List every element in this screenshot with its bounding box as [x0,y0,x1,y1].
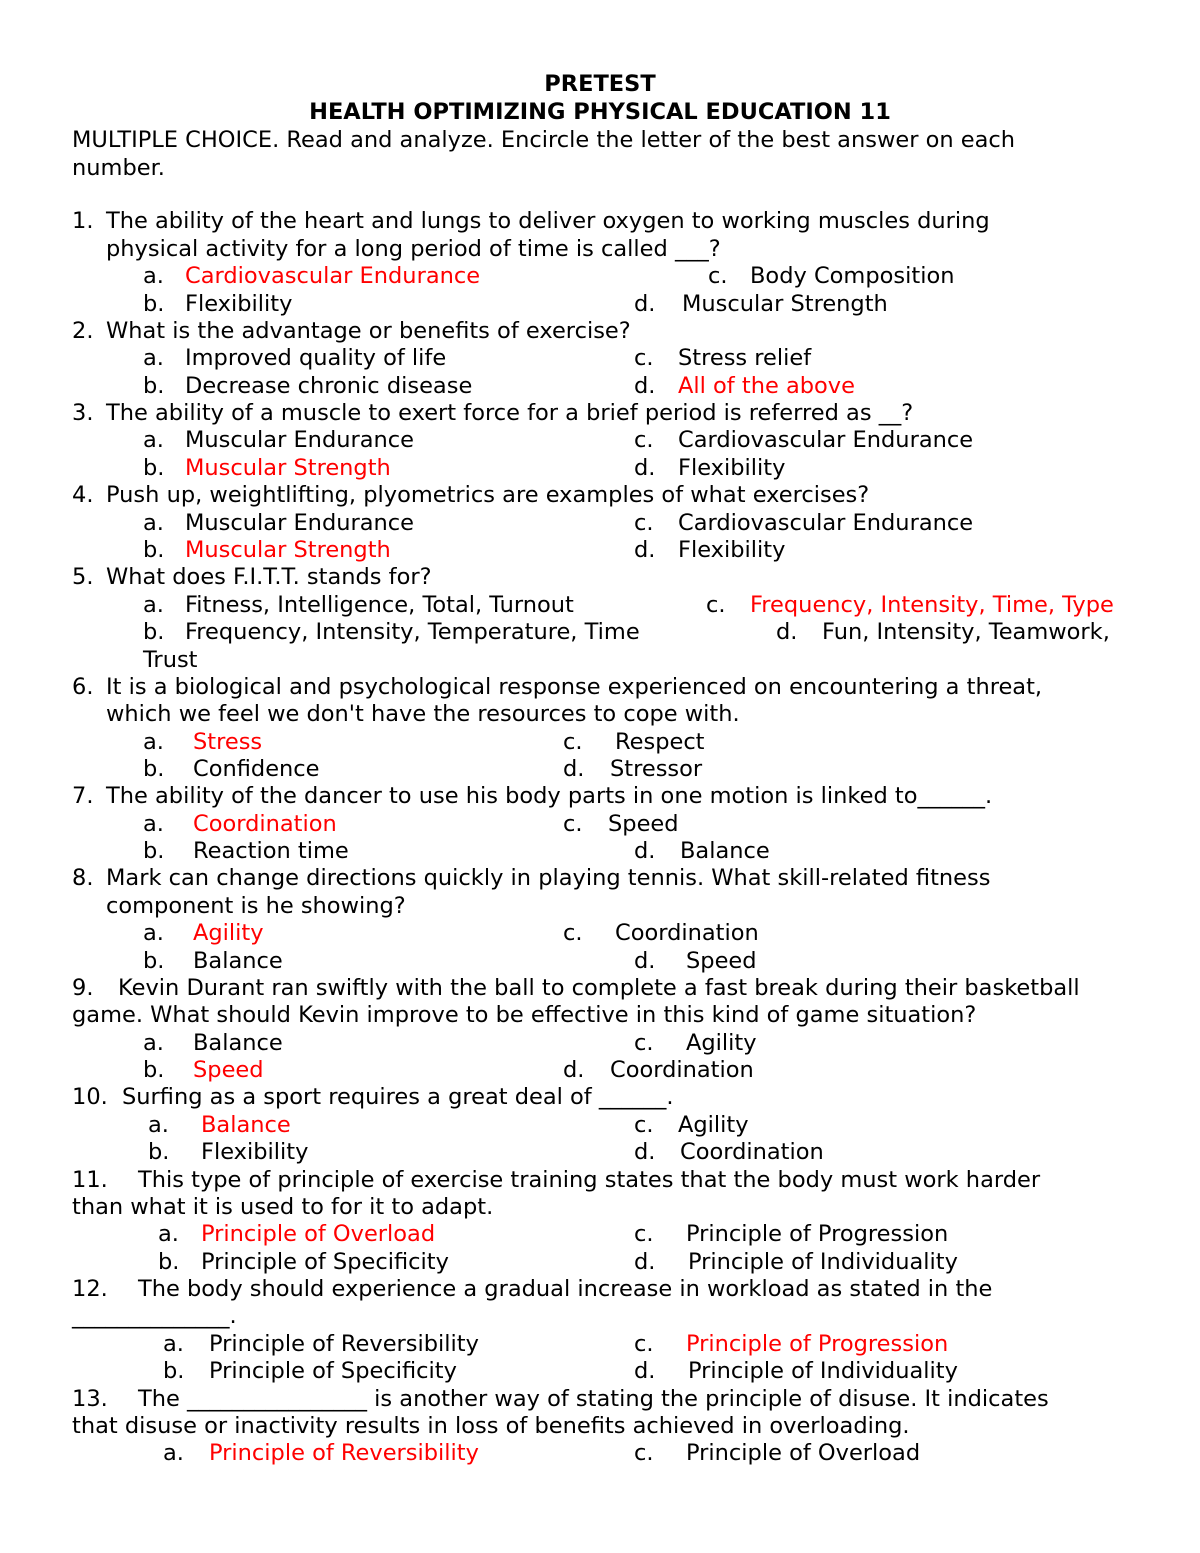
option-text: Principle of Reversibility [209,1331,479,1357]
option-letter: a. [148,1112,169,1138]
option-letter: a. [143,345,164,371]
option-letter: c. [634,1221,654,1247]
option-text: Principle of Individuality [688,1249,958,1275]
option-text: Balance [193,1030,283,1056]
option-letter: c. [706,592,726,618]
question-text: game. What should Kevin improve to be effective in this kind of game situation? [72,1002,977,1028]
option-text: Agility [686,1030,757,1056]
question-text: This type of principle of exercise training states that the body must work harder [138,1167,1041,1193]
option-letter: b. [158,1249,180,1275]
option-text: Fitness, Intelligence, Total, Turnout [185,592,574,618]
question-text: The ability of the heart and lungs to deliver oxygen to working muscles during [106,208,990,234]
option-text: Balance [680,838,770,864]
option-text: Respect [615,729,705,755]
question-text: physical activity for a long period of time is called ___? [106,236,721,262]
option-letter: c. [563,729,583,755]
question-text: What does F.I.T.T. stands for? [106,564,432,590]
option-text: Flexibility [678,537,786,563]
correct-answer-text: Cardiovascular Endurance [185,263,481,289]
option-letter: d. [634,455,656,481]
option-letter: a. [163,1440,184,1466]
option-text: Cardiovascular Endurance [678,427,974,453]
option-letter: b. [143,537,165,563]
option-letter: b. [143,756,165,782]
option-text: Coordination [680,1139,824,1165]
option-text: Flexibility [201,1139,309,1165]
option-letter: d. [634,373,656,399]
option-text: Coordination [610,1057,754,1083]
option-text: Muscular Endurance [185,510,414,536]
option-text: Reaction time [193,838,349,864]
correct-answer-text: Principle of Reversibility [209,1440,479,1466]
question-number: 8. [72,865,94,891]
option-text: Frequency, Intensity, Temperature, Time [185,619,640,645]
option-letter: c. [634,427,654,453]
option-letter: d. [634,948,656,974]
option-letter: c. [708,263,728,289]
question-text: Kevin Durant ran swiftly with the ball to complete a fast break during their basketball [118,975,1080,1001]
question-number: 4. [72,482,94,508]
option-text: Principle of Progression [686,1221,949,1247]
option-letter: d. [634,1249,656,1275]
question-text: Surfing as a sport requires a great deal of ______. [122,1084,674,1110]
option-text: Flexibility [678,455,786,481]
option-letter: d. [563,1057,585,1083]
option-letter: d. [634,291,656,317]
question-number: 11. [72,1167,108,1193]
option-text: Principle of Specificity [201,1249,449,1275]
option-letter: b. [163,1358,185,1384]
option-letter: a. [143,263,164,289]
option-letter: a. [143,920,164,946]
question-text: What is the advantage or benefits of exercise? [106,318,631,344]
question-number: 7. [72,783,94,809]
question-text: The body should experience a gradual increase in workload as stated in the [138,1276,993,1302]
question-number: 13. [72,1386,108,1412]
question-text: The ability of a muscle to exert force for a brief period is referred as __? [106,400,914,426]
option-letter: d. [634,838,656,864]
question-text: that disuse or inactivity results in loss of benefits achieved in overloading. [72,1413,910,1439]
option-text: Agility [678,1112,749,1138]
question-number: 10. [72,1084,108,1110]
correct-answer-text: All of the above [678,373,855,399]
option-letter: d. [634,1358,656,1384]
option-letter: d. [776,619,798,645]
question-text: The ability of the dancer to use his body parts in one motion is linked to______. [106,783,993,809]
option-text: Decrease chronic disease [185,373,473,399]
page-title: PRETEST [544,71,656,97]
option-text: Stressor [610,756,703,782]
option-letter: b. [143,291,165,317]
option-text: Coordination [615,920,759,946]
question-text: than what it is used to for it to adapt. [72,1194,494,1220]
question-number: 1. [72,208,94,234]
question-number: 12. [72,1276,108,1302]
option-letter: c. [563,920,583,946]
option-text-continued: Trust [143,647,198,673]
option-letter: c. [634,345,654,371]
correct-answer-text: Muscular Strength [185,455,391,481]
option-letter: a. [143,811,164,837]
instructions-line-1: MULTIPLE CHOICE. Read and analyze. Encircle the letter of the best answer on each [72,127,1016,153]
option-text: Cardiovascular Endurance [678,510,974,536]
option-text: Muscular Endurance [185,427,414,453]
option-letter: b. [143,619,165,645]
option-letter: a. [143,1030,164,1056]
option-text: Confidence [193,756,320,782]
option-letter: b. [148,1139,170,1165]
question-text: which we feel we don't have the resources to cope with. [106,701,740,727]
question-text: component is he showing? [106,893,406,919]
instructions-line-2: number. [72,155,165,181]
option-letter: a. [163,1331,184,1357]
option-letter: a. [143,729,164,755]
correct-answer-text: Principle of Progression [686,1331,949,1357]
option-letter: b. [143,1057,165,1083]
option-text: Improved quality of life [185,345,447,371]
option-text: Flexibility [185,291,293,317]
option-text: Principle of Specificity [209,1358,457,1384]
option-text: Speed [608,811,679,837]
option-letter: d. [563,756,585,782]
option-letter: c. [634,510,654,536]
correct-answer-text: Muscular Strength [185,537,391,563]
option-text: Principle of Individuality [688,1358,958,1384]
correct-answer-text: Principle of Overload [201,1221,436,1247]
option-letter: b. [143,948,165,974]
option-text: Speed [686,948,757,974]
option-letter: c. [563,811,583,837]
option-text: Balance [193,948,283,974]
option-letter: a. [158,1221,179,1247]
page-subtitle: HEALTH OPTIMIZING PHYSICAL EDUCATION 11 [309,99,891,125]
correct-answer-text: Stress [193,729,263,755]
option-letter: d. [634,1139,656,1165]
option-letter: b. [143,838,165,864]
question-number: 2. [72,318,94,344]
option-letter: c. [634,1112,654,1138]
option-letter: b. [143,373,165,399]
question-text: ______________. [72,1303,237,1329]
correct-answer-text: Balance [201,1112,291,1138]
question-text: Push up, weightlifting, plyometrics are examples of what exercises? [106,482,870,508]
question-number: 9. [72,975,94,1001]
question-text: Mark can change directions quickly in playing tennis. What skill-related fitness [106,865,991,891]
option-text: Stress relief [678,345,812,371]
question-text: It is a biological and psychological response experienced on encountering a threat, [106,674,1043,700]
option-letter: b. [143,455,165,481]
question-number: 6. [72,674,94,700]
correct-answer-text: Frequency, Intensity, Time, Type [750,592,1114,618]
correct-answer-text: Agility [193,920,264,946]
question-text: The ________________ is another way of stating the principle of disuse. It indicates [138,1386,1049,1412]
option-letter: a. [143,427,164,453]
option-letter: a. [143,592,164,618]
option-text: Fun, Intensity, Teamwork, [822,619,1110,645]
option-letter: c. [634,1331,654,1357]
correct-answer-text: Speed [193,1057,264,1083]
option-text: Principle of Overload [686,1440,921,1466]
option-letter: d. [634,537,656,563]
option-letter: c. [634,1030,654,1056]
correct-answer-text: Coordination [193,811,337,837]
question-number: 5. [72,564,94,590]
option-text: Body Composition [750,263,955,289]
option-letter: c. [634,1440,654,1466]
option-letter: a. [143,510,164,536]
question-number: 3. [72,400,94,426]
option-text: Muscular Strength [682,291,888,317]
